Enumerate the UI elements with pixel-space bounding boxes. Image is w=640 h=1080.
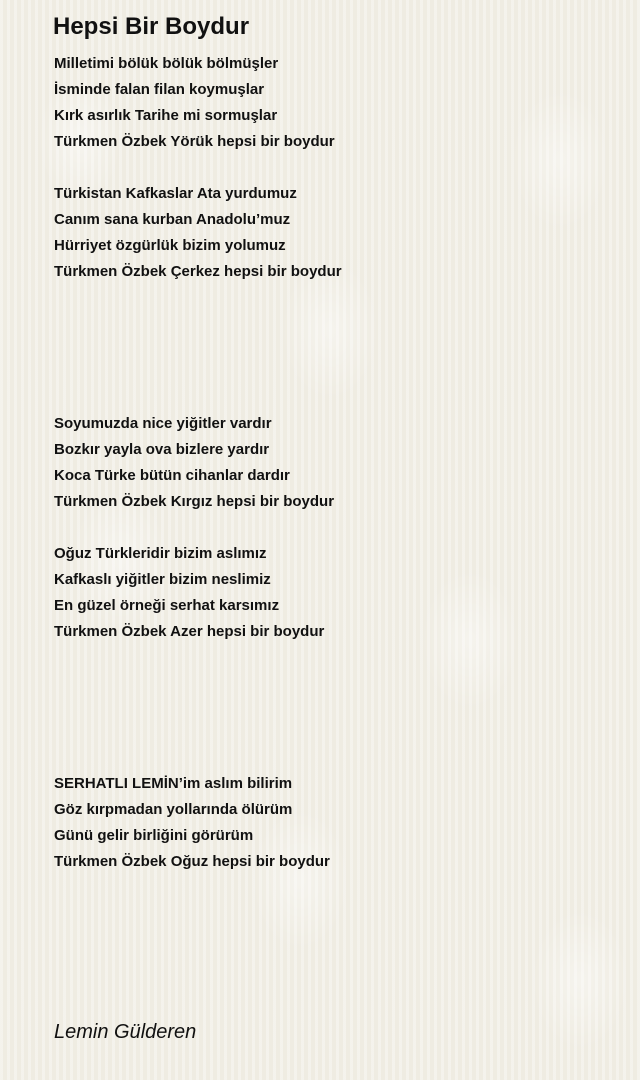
- poem-line: Türkmen Özbek Yörük hepsi bir boydur: [54, 133, 335, 150]
- poem-line: Türkmen Özbek Kırgız hepsi bir boydur: [54, 493, 335, 510]
- poem-line: Hürriyet özgürlük bizim yolumuz: [54, 237, 286, 254]
- poem-line: Göz kırpmadan yollarında ölürüm: [54, 801, 293, 818]
- poem-line: Türkmen Özbek Azer hepsi bir boydur: [54, 623, 325, 640]
- stanza-1: [54, 51, 335, 155]
- poem-line: Türkistan Kafkaslar Ata yurdumuz: [54, 185, 297, 202]
- poem-line: Kafkaslı yiğitler bizim neslimiz: [54, 571, 271, 588]
- poem-line: Oğuz Türkleridir bizim aslımız: [54, 545, 267, 562]
- poem-line: Türkmen Özbek Çerkez hepsi bir boydur: [54, 263, 342, 280]
- poem-line: En güzel örneği serhat karsımız: [54, 597, 280, 614]
- poem-line: SERHATLI LEMİN’im aslım bilirim: [54, 775, 293, 792]
- poem-line: Canım sana kurban Anadolu’muz: [54, 211, 291, 228]
- poem-line: Türkmen Özbek Oğuz hepsi bir boydur: [54, 853, 330, 870]
- poem-author: Lemin Gülderen: [54, 1021, 197, 1043]
- stanza-3: [54, 411, 334, 515]
- stanza-2: [54, 181, 342, 285]
- stanza-5: [54, 771, 330, 875]
- poem-line: Soyumuzda nice yiğitler vardır: [54, 415, 272, 432]
- poem-line: Kırk asırlık Tarihe mi sormuşlar: [54, 107, 278, 124]
- poem-line: Milletimi bölük bölük bölmüşler: [54, 55, 279, 72]
- poem-line: Koca Türke bütün cihanlar dardır: [54, 467, 290, 484]
- poem-line: Bozkır yayla ova bizlere yardır: [54, 441, 270, 458]
- stanza-4: [54, 541, 324, 645]
- poem-title: Hepsi Bir Boydur: [53, 13, 250, 40]
- poem-line: Günü gelir birliğini görürüm: [54, 827, 254, 844]
- poem-line: İsminde falan filan koymuşlar: [54, 81, 265, 98]
